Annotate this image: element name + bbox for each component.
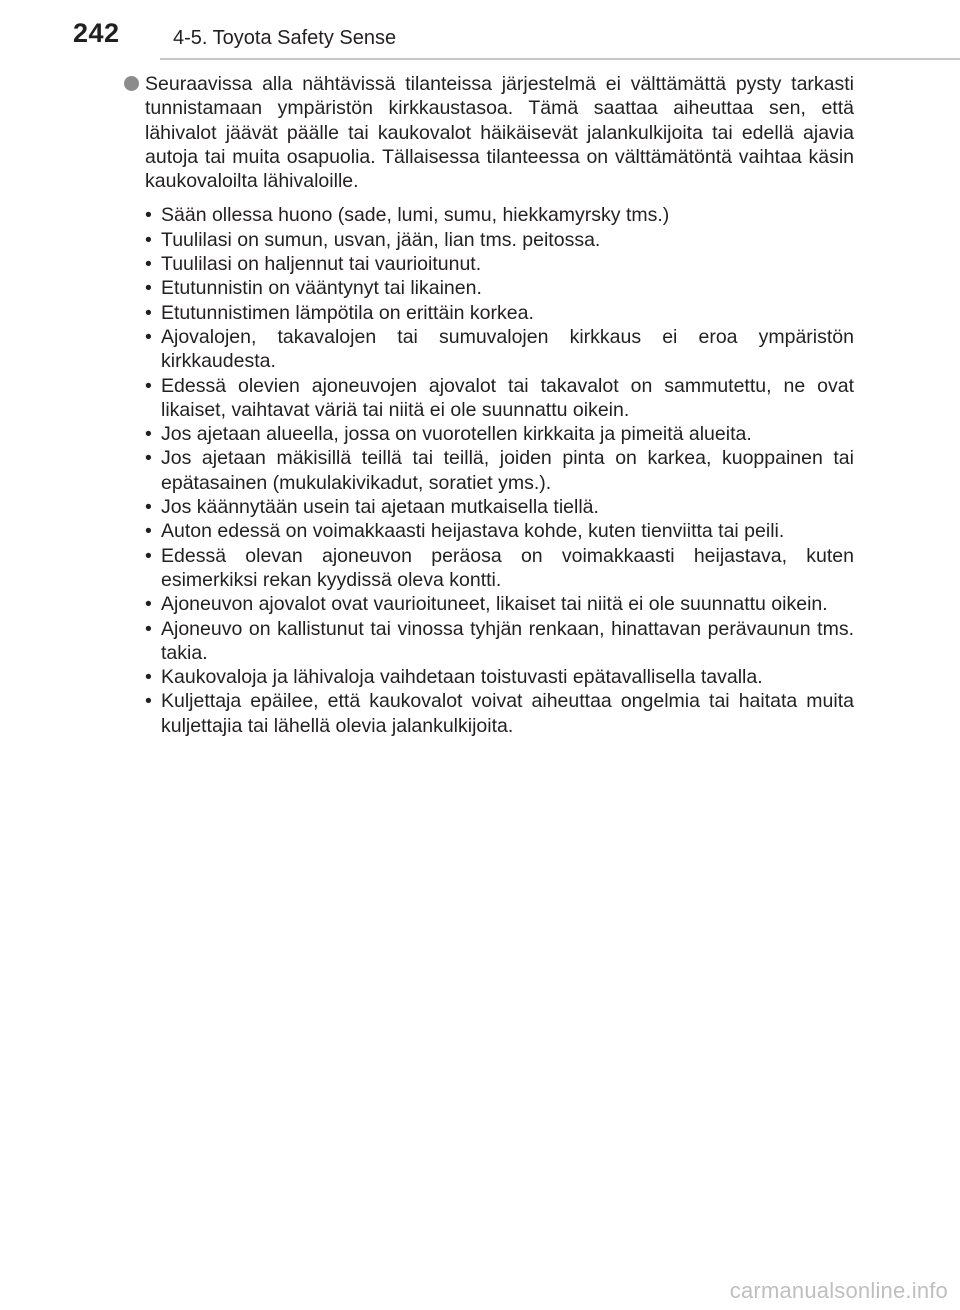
list-item xyxy=(145,592,854,616)
list-item-text: Etutunnistimen lämpötila on erittäin korkea. xyxy=(161,301,534,324)
bullet-icon: • xyxy=(145,228,152,251)
list-item-text: Etutunnistin on vääntynyt tai likainen. xyxy=(161,277,482,300)
page-number: 242 xyxy=(73,18,120,48)
list-item-text: Ajoneuvon ajovalot ovat vaurioituneet, likaiset tai niitä ei ole suunnattu oikein. xyxy=(161,593,828,616)
list-item xyxy=(145,519,854,543)
list-item xyxy=(145,665,854,689)
list-item-text: Tuulilasi on sumun, usvan, jään, lian tms. peitossa. xyxy=(161,228,601,251)
list-item-text: Jos käännytään usein tai ajetaan mutkaisella tiellä. xyxy=(161,496,599,519)
bullet-icon: • xyxy=(145,496,152,519)
list-item xyxy=(145,689,854,738)
intro-paragraph xyxy=(124,72,854,193)
list-item-text: Ajoneuvo on kallistunut tai vinossa tyhjän renkaan, hinattavan perävaunun tms. takia. xyxy=(161,617,854,664)
bullet-icon: • xyxy=(145,520,152,543)
circle-bullet-icon xyxy=(124,76,139,91)
list-item-text: Ajovalojen, takavalojen tai sumuvalojen kirkkaus ei eroa ympäristön kirkkaudesta. xyxy=(161,325,854,373)
bullet-icon: • xyxy=(145,301,152,324)
list-item-text: Kaukovaloja ja lähivaloja vaihdetaan toistuvasti epätavallisella tavalla. xyxy=(161,666,763,689)
bullet-icon: • xyxy=(145,253,152,276)
bullet-icon: • xyxy=(145,423,152,446)
page-content xyxy=(124,72,854,738)
header-rule xyxy=(160,58,960,60)
list-item-text: Jos ajetaan alueella, jossa on vuorotellen kirkkaita ja pimeitä alueita. xyxy=(161,423,752,446)
bullet-icon: • xyxy=(145,204,152,227)
list-item-text: Tuulilasi on haljennut tai vaurioitunut. xyxy=(161,253,482,276)
list-item xyxy=(145,228,854,252)
bullet-icon: • xyxy=(145,447,152,470)
page-header xyxy=(0,0,960,62)
list-item xyxy=(145,422,854,446)
list-item-text: Sään ollessa huono (sade, lumi, sumu, hiekkamyrsky tms.) xyxy=(161,204,670,227)
bullet-icon: • xyxy=(145,325,152,348)
bullet-icon: • xyxy=(145,617,152,640)
list-item-text: Jos ajetaan mäkisillä teillä tai teillä, joiden pinta on karkea, kuoppainen tai epätasainen (mukulakivikadut, soratiet yms.). xyxy=(161,447,854,494)
bullet-icon: • xyxy=(145,277,152,300)
intro-text: Seuraavissa alla nähtävissä tilanteissa järjestelmä ei välttämättä pysty tarkasti tunnistamaan ympäristön kirkkaustasoa. Tämä saattaa aiheuttaa sen, että lähivalot jäävät päälle tai kaukovalot häikäisevät jalankulkijoita tai edellä ajavia autoja tai muita osapuolia. Tällaisessa tilanteessa on välttämätöntä vaihtaa käsin kaukovaloilta lähivaloille. xyxy=(145,73,854,193)
situation-list xyxy=(124,203,854,738)
list-item xyxy=(145,203,854,227)
list-item xyxy=(145,252,854,276)
list-item xyxy=(145,374,854,423)
list-item-text: Edessä olevan ajoneuvon peräosa on voimakkaasti heijastava, kuten esimerkiksi rekan kyydissä oleva kontti. xyxy=(161,544,854,591)
list-item xyxy=(145,617,854,666)
bullet-icon: • xyxy=(145,374,152,397)
list-item-text: Kuljettaja epäilee, että kaukovalot voivat aiheuttaa ongelmia tai haitata muita kuljettajia tai lähellä olevia jalankulkijoita. xyxy=(161,690,854,737)
list-item xyxy=(145,446,854,495)
list-item xyxy=(145,544,854,593)
list-item xyxy=(145,495,854,519)
bullet-icon: • xyxy=(145,690,152,713)
watermark: carmanualsonline.info xyxy=(729,1278,948,1303)
list-item-text: Edessä olevien ajoneuvojen ajovalot tai takavalot on sammutettu, ne ovat likaiset, vaihtavat väriä tai niitä ei ole suunnattu oikein. xyxy=(161,374,854,421)
section-title: 4-5. Toyota Safety Sense xyxy=(173,27,397,49)
list-item xyxy=(145,301,854,325)
list-item xyxy=(145,325,854,374)
bullet-icon: • xyxy=(145,593,152,616)
bullet-icon: • xyxy=(145,544,152,567)
bullet-icon: • xyxy=(145,666,152,689)
list-item-text: Auton edessä on voimakkaasti heijastava kohde, kuten tienviitta tai peili. xyxy=(161,520,785,543)
list-item xyxy=(145,276,854,300)
